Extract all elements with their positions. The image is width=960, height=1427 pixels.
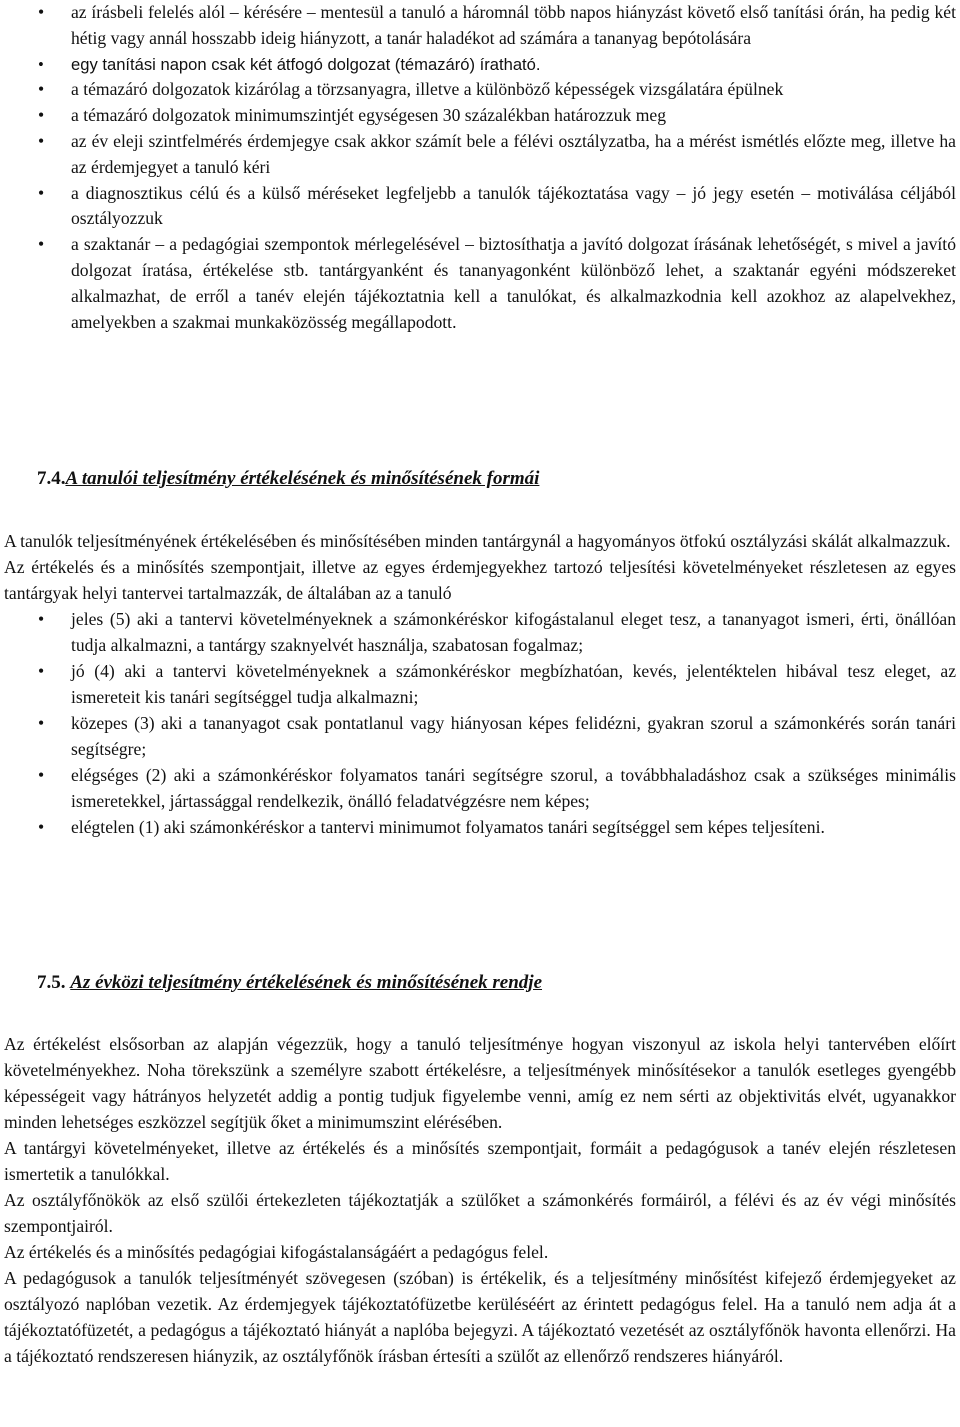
bullet-icon: • bbox=[38, 105, 45, 126]
paragraph: Az értékelés és a minősítés pedagógiai kifogástalanságáért a pedagógus felel. bbox=[4, 1242, 549, 1262]
list-item-text: jeles (5) aki a tantervi követelményeknek a számonkéréskor kifogástalanul eleget tesz, a tananyagot ismeri, érti, önállóan tudja alkalmazni, a tantárgy szaknyelvét használja, szabatosan fogalmaz; bbox=[71, 609, 956, 655]
bullet-icon: • bbox=[38, 234, 45, 255]
section-7-4-body bbox=[4, 528, 958, 840]
list-item bbox=[4, 129, 958, 181]
rules-list-block bbox=[4, 0, 958, 335]
bullet-icon: • bbox=[38, 609, 45, 629]
list-item-text: a témazáró dolgozatok kizárólag a törzsanyagra, illetve a különböző képességek vizsgálatára épülnek bbox=[71, 79, 784, 100]
list-item-text: a diagnosztikus célú és a külső méréseket legfeljebb a tanulók tájékoztatása vagy – jó jegy esetén – motiválása céljából osztályozzuk bbox=[71, 182, 956, 229]
list-item bbox=[4, 606, 958, 658]
paragraph: A tanulók teljesítményének értékelésében és minősítésében minden tantárgynál a hagyományos ötfokú osztályzási skálát alkalmazzuk. bbox=[4, 531, 951, 551]
grades-list bbox=[4, 606, 958, 840]
list-item-text: közepes (3) aki a tananyagot csak pontatlanul vagy hiányosan képes felidézni, gyakran szorul a számonkérés során tanári segítségre; bbox=[71, 713, 956, 759]
list-item bbox=[4, 710, 958, 762]
paragraph: A pedagógusok a tanulók teljesítményét szövegesen (szóban) is értékelik, és a teljesítmény minősítést kifejező érdemjegyeket az osztályozó naplóban vezetik. Az érdemjegyek tájékoztatófüzetbe kerüléséért az érintett pedagógus felel. Ha a tanuló nem adja át a tájékoztatófüzetét, a pedagógus a tájékoztató hiányát a naplóba bejegyzi. A tájékoztató vezetését az osztályfőnök havonta ellenőrzi. Ha a tájékoztató rendszeresen hiányzik, az osztályfőnök írásban értesíti a szülőt az ellenőrző rendszeres hiányáról. bbox=[4, 1268, 956, 1366]
paragraph: Az értékelést elsősorban az alapján végezzük, hogy a tanuló teljesítménye hogyan viszonyul az iskola helyi tantervében előírt követelményekhez. Noha törekszünk a személyre szabott értékelésre, a teljesítmények minősítésekor a tanulók esetleges gyengébb képességeit vagy hátrányos helyzetét addig a pontig tudjuk figyelembe venni, amíg ez nem sérti az objektivitás elvét, ugyanakkor minden lehetséges eszközzel segítjük őket a minimumszint elérésében. bbox=[4, 1034, 956, 1132]
list-item-text: a témazáró dolgozatok minimumszintjét egységesen 30 százalékban határozzuk meg bbox=[71, 105, 667, 126]
list-item-text: a szaktanár – a pedagógiai szempontok mérlegelésével – biztosíthatja a javító dolgozat írásának lehetőségét, s mivel a javító dolgozat íratása, értékelése stb. tantárgyanként és tananyagonként különböző lehet, a szaktanár egyéni módszereket alkalmazhat, de erről a tanév elején tájékoztatnia kell a tanulókat, és alkalmazkodnia kell azokhoz az alapelvekhez, amelyekben a szakmai munkaközösség megállapodott. bbox=[71, 234, 956, 332]
section-heading-7-5 bbox=[4, 970, 960, 996]
list-item bbox=[4, 181, 958, 233]
bullet-icon: • bbox=[38, 182, 45, 203]
bullet-icon: • bbox=[38, 130, 45, 151]
list-item-text: elégséges (2) aki a számonkéréskor folyamatos tanári segítségre szorul, a továbbhaladáshoz csak a szükséges minimális ismeretekkel, jártassággal rendelkezik, önálló feladatvégzésre nem képes; bbox=[71, 765, 956, 811]
bullet-icon: • bbox=[38, 79, 45, 100]
bullet-icon: • bbox=[38, 2, 45, 22]
list-item bbox=[4, 232, 958, 335]
list-item-text: az év eleji szintfelmérés érdemjegye csak akkor számít bele a félévi osztályzatba, ha a mérést ismétlés előzte meg, illetve ha az érdemjegyet a tanuló kéri bbox=[71, 130, 956, 177]
bullet-icon: • bbox=[38, 661, 45, 681]
section-title: A tanulói teljesítmény értékelésének és minősítésének formái bbox=[65, 468, 540, 489]
list-item bbox=[4, 658, 958, 710]
list-item bbox=[4, 0, 958, 52]
section-7-5-body bbox=[4, 1031, 958, 1369]
list-item-text: jó (4) aki a tantervi követelményeknek a számonkéréskor megbízhatóan, kevés, jelentéktelen hibával tesz eleget, az ismereteit kis tanári segítséggel tudja alkalmazni; bbox=[71, 661, 956, 707]
section-number: 7.5. bbox=[37, 972, 66, 993]
bullet-icon: • bbox=[38, 713, 45, 733]
list-item bbox=[4, 814, 958, 840]
bullet-icon: • bbox=[38, 765, 45, 785]
bullet-icon: • bbox=[38, 54, 44, 74]
bullet-icon: • bbox=[38, 817, 45, 837]
section-title: Az évközi teljesítmény értékelésének és minősítésének rendje bbox=[70, 972, 543, 993]
list-item bbox=[4, 762, 958, 814]
list-item-text: egy tanítási napon csak két átfogó dolgozat (témazáró) íratható. bbox=[71, 54, 541, 74]
list-item-text: elégtelen (1) aki számonkéréskor a tantervi minimumot folyamatos tanári segítséggel sem képes teljesíteni. bbox=[71, 817, 825, 837]
list-item bbox=[4, 77, 958, 103]
paragraph: Az értékelés és a minősítés szempontjait, illetve az egyes érdemjegyekhez tartozó teljesítési követelményeket részletesen az egyes tantárgyak helyi tantervei tartalmazzák, de általában az a tanuló bbox=[4, 557, 956, 603]
list-item-text: az írásbeli felelés alól – kérésére – mentesül a tanuló a háromnál több napos hiányzást követő első tanítási órán, ha pedig két hétig vagy annál hosszabb ideig hiányzott, a tanár haladékot ad számára a tananyag bepótolására bbox=[71, 2, 956, 48]
paragraph: A tantárgyi követelményeket, illetve az értékelés és a minősítés szempontjait, formáit a pedagógusok a tanév elején részletesen ismertetik a tanulókkal. bbox=[4, 1138, 956, 1184]
section-number: 7.4. bbox=[37, 468, 66, 489]
paragraph: Az osztályfőnökök az első szülői értekezleten tájékoztatják a szülőket a számonkérés formáiról, a félévi és az év végi minősítés szempontjairól. bbox=[4, 1190, 956, 1236]
list-item bbox=[4, 52, 958, 78]
section-heading-7-4 bbox=[4, 466, 960, 492]
rules-list bbox=[4, 0, 958, 335]
list-item bbox=[4, 103, 958, 129]
